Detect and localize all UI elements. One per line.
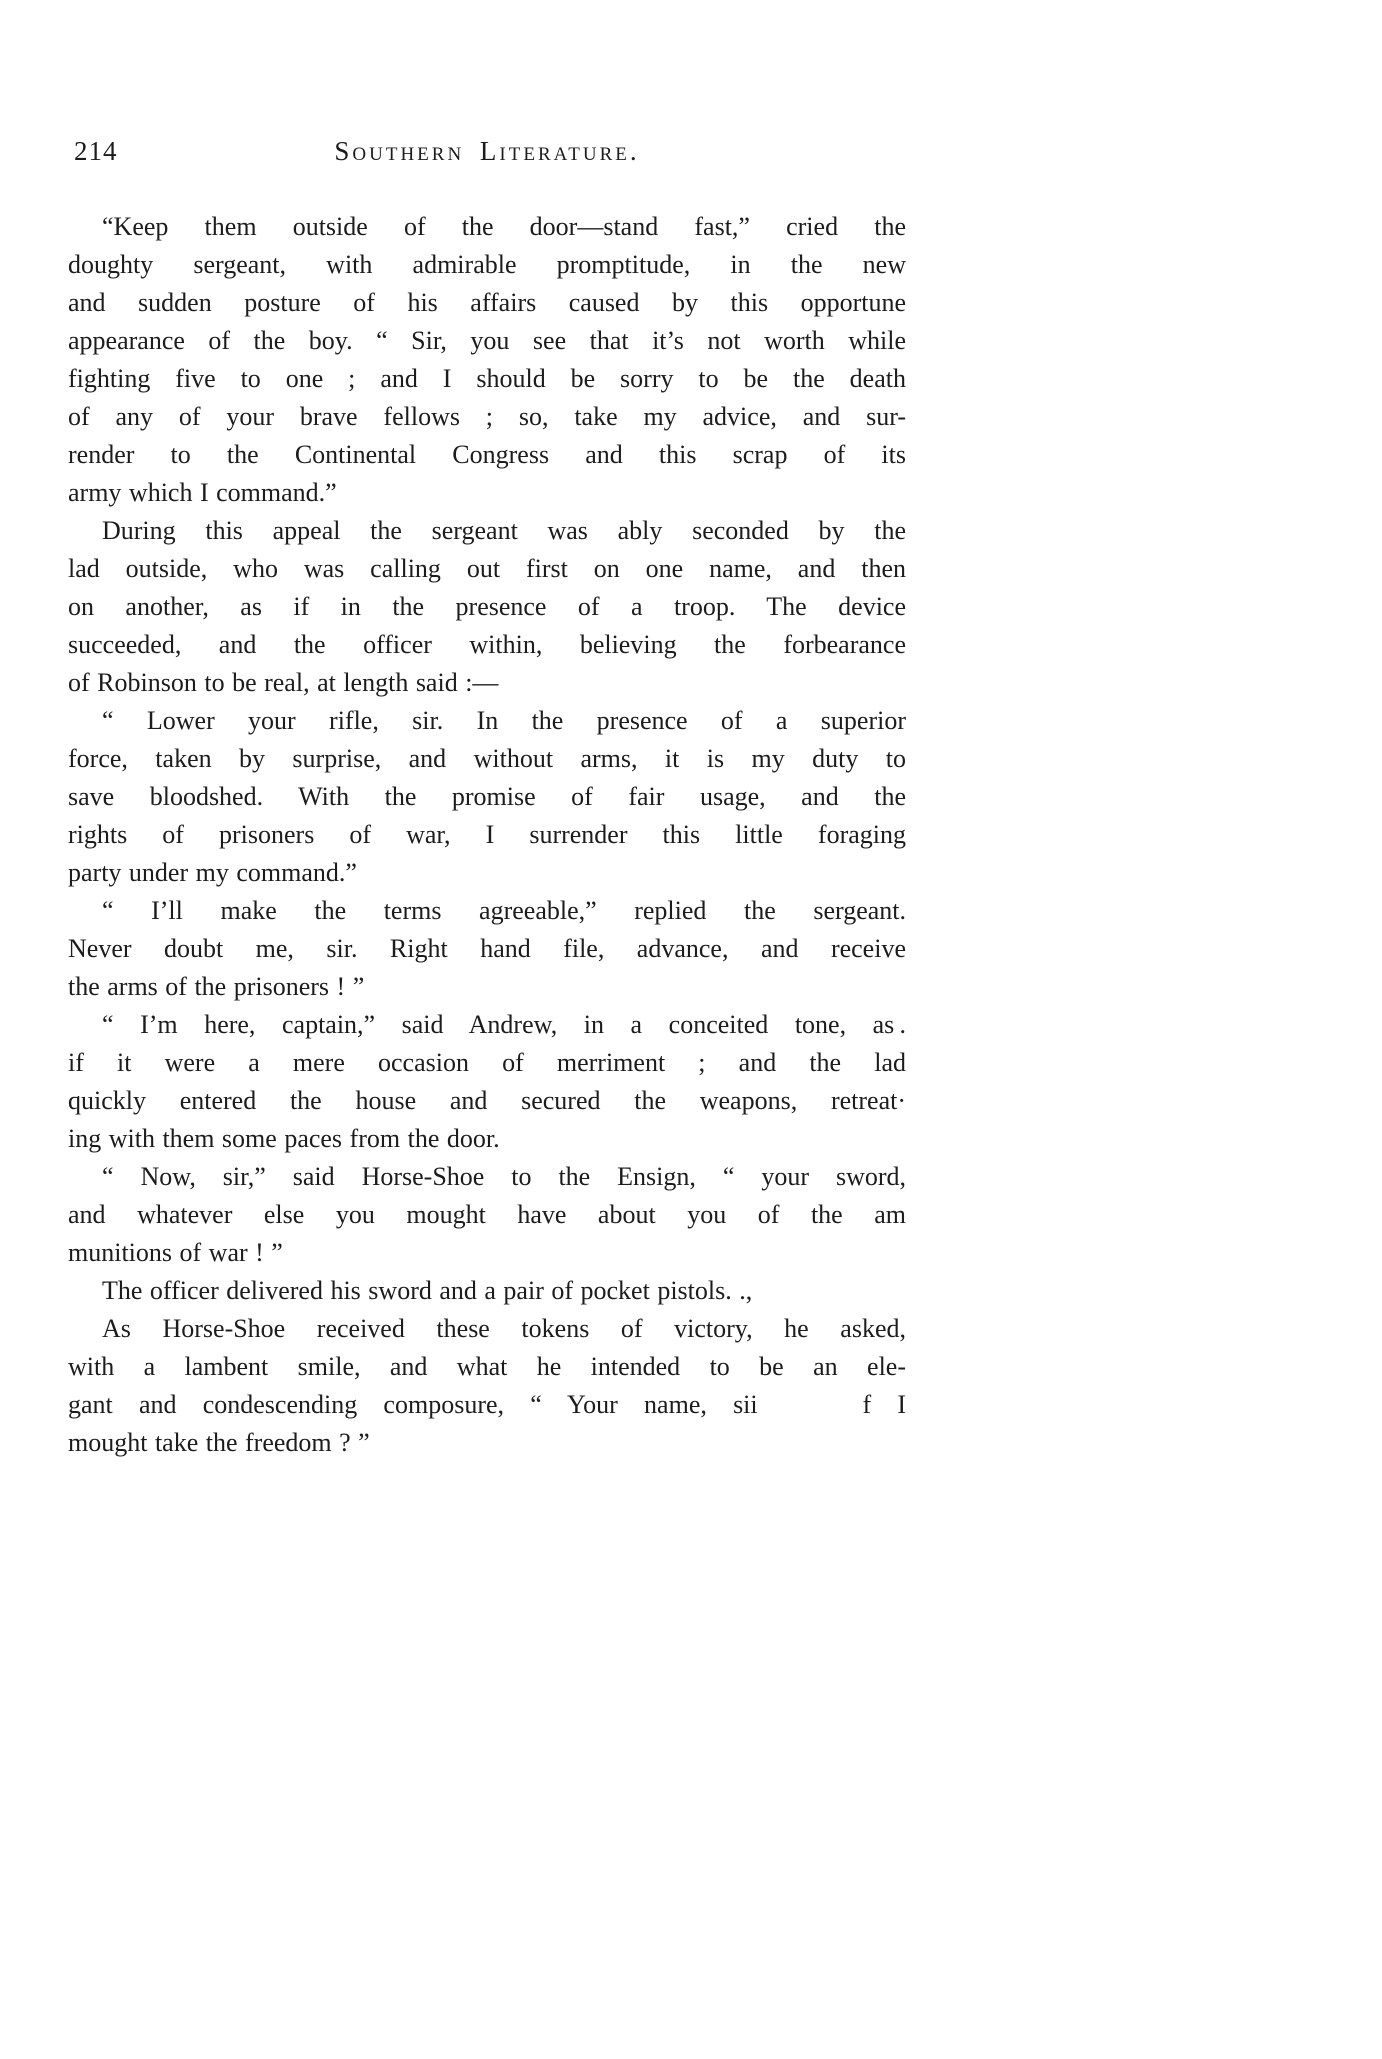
paragraph bbox=[68, 1272, 906, 1310]
paragraph bbox=[68, 1158, 906, 1272]
text-line: on another, as if in the presence of a troop. The device bbox=[68, 592, 906, 621]
text-line: The officer delivered his sword and a pair of pocket pistols. ., bbox=[102, 1276, 753, 1305]
text-line: “ Now, sir,” said Horse-Shoe to the Ensign, “ your sword, bbox=[102, 1162, 906, 1191]
text-line: party under my command.” bbox=[68, 858, 357, 887]
text-line: doughty sergeant, with admirable promptitude, in the new bbox=[68, 250, 906, 279]
text-line: “ I’m here, captain,” said Andrew, in a conceited tone, as . bbox=[102, 1010, 906, 1039]
paragraph bbox=[68, 702, 906, 892]
text-line: and whatever else you mought have about you of the am bbox=[68, 1200, 906, 1229]
text-line: ing with them some paces from the door. bbox=[68, 1124, 500, 1153]
page-header bbox=[68, 136, 906, 172]
text-line: force, taken by surprise, and without arms, it is my duty to bbox=[68, 744, 906, 773]
text-line: quickly entered the house and secured the weapons, retreat· bbox=[68, 1086, 906, 1115]
paragraph bbox=[68, 512, 906, 702]
text-column bbox=[68, 136, 906, 1462]
paragraph bbox=[68, 208, 906, 512]
text-line: As Horse-Shoe received these tokens of victory, he asked, bbox=[102, 1314, 906, 1343]
text-line: rights of prisoners of war, I surrender this little foraging bbox=[68, 820, 906, 849]
running-title: Southern Literature. bbox=[334, 136, 640, 166]
text-line: During this appeal the sergeant was ably seconded by the bbox=[102, 516, 906, 545]
text-line: appearance of the boy. “ Sir, you see that it’s not worth while bbox=[68, 326, 906, 355]
text-line: gant and condescending composure, “ Your name, sii f I bbox=[68, 1390, 906, 1419]
text-line: succeeded, and the officer within, believing the forbearance bbox=[68, 630, 906, 659]
page-number: 214 bbox=[74, 136, 118, 166]
text-line: render to the Continental Congress and this scrap of its bbox=[68, 440, 906, 469]
text-line: “ I’ll make the terms agreeable,” replied the sergeant. bbox=[102, 896, 906, 925]
text-line: of any of your brave fellows ; so, take my advice, and sur- bbox=[68, 402, 906, 431]
text-line: with a lambent smile, and what he intended to be an ele- bbox=[68, 1352, 906, 1381]
text-line: if it were a mere occasion of merriment ; and the lad bbox=[68, 1048, 906, 1077]
text-line: “ Lower your rifle, sir. In the presence of a superior bbox=[102, 706, 906, 735]
text-line: the arms of the prisoners ! ” bbox=[68, 972, 365, 1001]
text-line: fighting five to one ; and I should be sorry to be the death bbox=[68, 364, 906, 393]
body-text bbox=[68, 208, 906, 1462]
text-line: of Robinson to be real, at length said :— bbox=[68, 668, 499, 697]
text-line: munitions of war ! ” bbox=[68, 1238, 283, 1267]
paragraph bbox=[68, 1006, 906, 1158]
text-line: Never doubt me, sir. Right hand file, advance, and receive bbox=[68, 934, 906, 963]
paragraph bbox=[68, 892, 906, 1006]
text-line: save bloodshed. With the promise of fair usage, and the bbox=[68, 782, 906, 811]
text-line: lad outside, who was calling out first on one name, and then bbox=[68, 554, 906, 583]
paragraph bbox=[68, 1310, 906, 1462]
text-line: mought take the freedom ? ” bbox=[68, 1428, 370, 1457]
text-line: army which I command.” bbox=[68, 478, 337, 507]
text-line: and sudden posture of his affairs caused by this opportune bbox=[68, 288, 906, 317]
text-line: “Keep them outside of the door—stand fast,” cried the bbox=[102, 212, 906, 241]
